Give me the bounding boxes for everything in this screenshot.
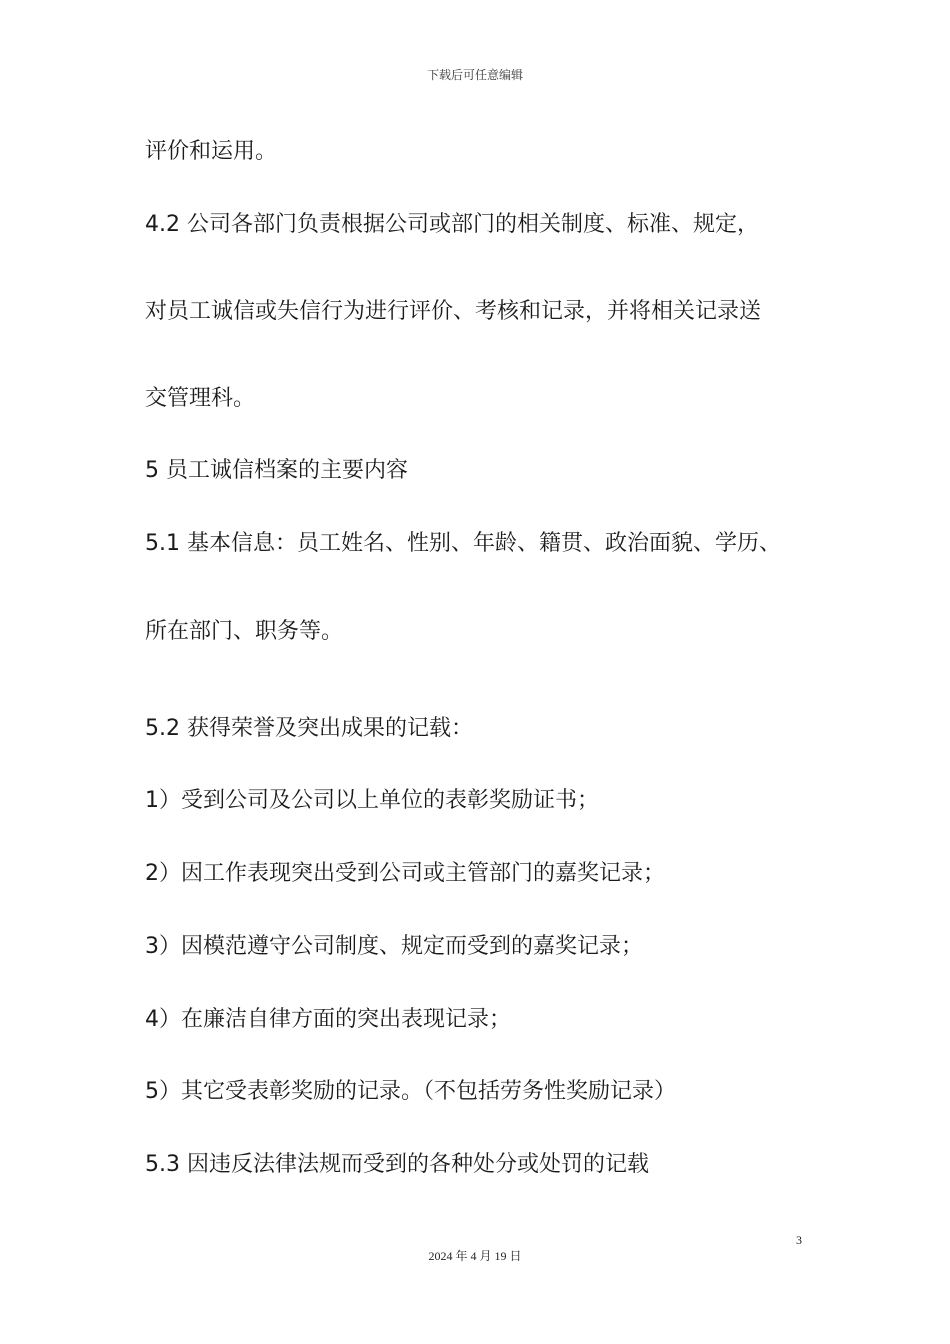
paragraph-line: 评价和运用。 — [145, 139, 278, 164]
list-item: 1）受到公司及公司以上单位的表彰奖励证书； — [145, 788, 599, 813]
paragraph-line: 5.1 基本信息：员工姓名、性别、年龄、籍贯、政治面貌、学历、 — [145, 531, 781, 556]
list-item: 2）因工作表现突出受到公司或主管部门的嘉奖记录； — [145, 861, 665, 886]
footer-date: 2024 年 4 月 19 日 — [428, 1249, 522, 1263]
paragraph-line: 所在部门、职务等。 — [145, 619, 344, 644]
page-number: 3 — [796, 1233, 802, 1247]
list-item: 3）因模范遵守公司制度、规定而受到的嘉奖记录； — [145, 934, 643, 959]
paragraph-line: 对员工诚信或失信行为进行评价、考核和记录，并将相关记录送 — [145, 299, 762, 324]
paragraph-line: 5.3 因违反法律法规而受到的各种处分或处罚的记载 — [145, 1152, 649, 1177]
list-item: 4）在廉洁自律方面的突出表现记录； — [145, 1007, 511, 1032]
paragraph-line: 5.2 获得荣誉及突出成果的记载： — [145, 716, 473, 741]
paragraph-line: 4.2 公司各部门负责根据公司或部门的相关制度、标准、规定， — [145, 212, 759, 237]
list-item: 5）其它受表彰奖励的记录。（不包括劳务性奖励记录） — [145, 1079, 676, 1104]
page-header: 下载后可任意编辑 — [426, 68, 523, 82]
section-heading: 5 员工诚信档案的主要内容 — [145, 458, 408, 483]
paragraph-line: 交管理科。 — [145, 386, 256, 411]
